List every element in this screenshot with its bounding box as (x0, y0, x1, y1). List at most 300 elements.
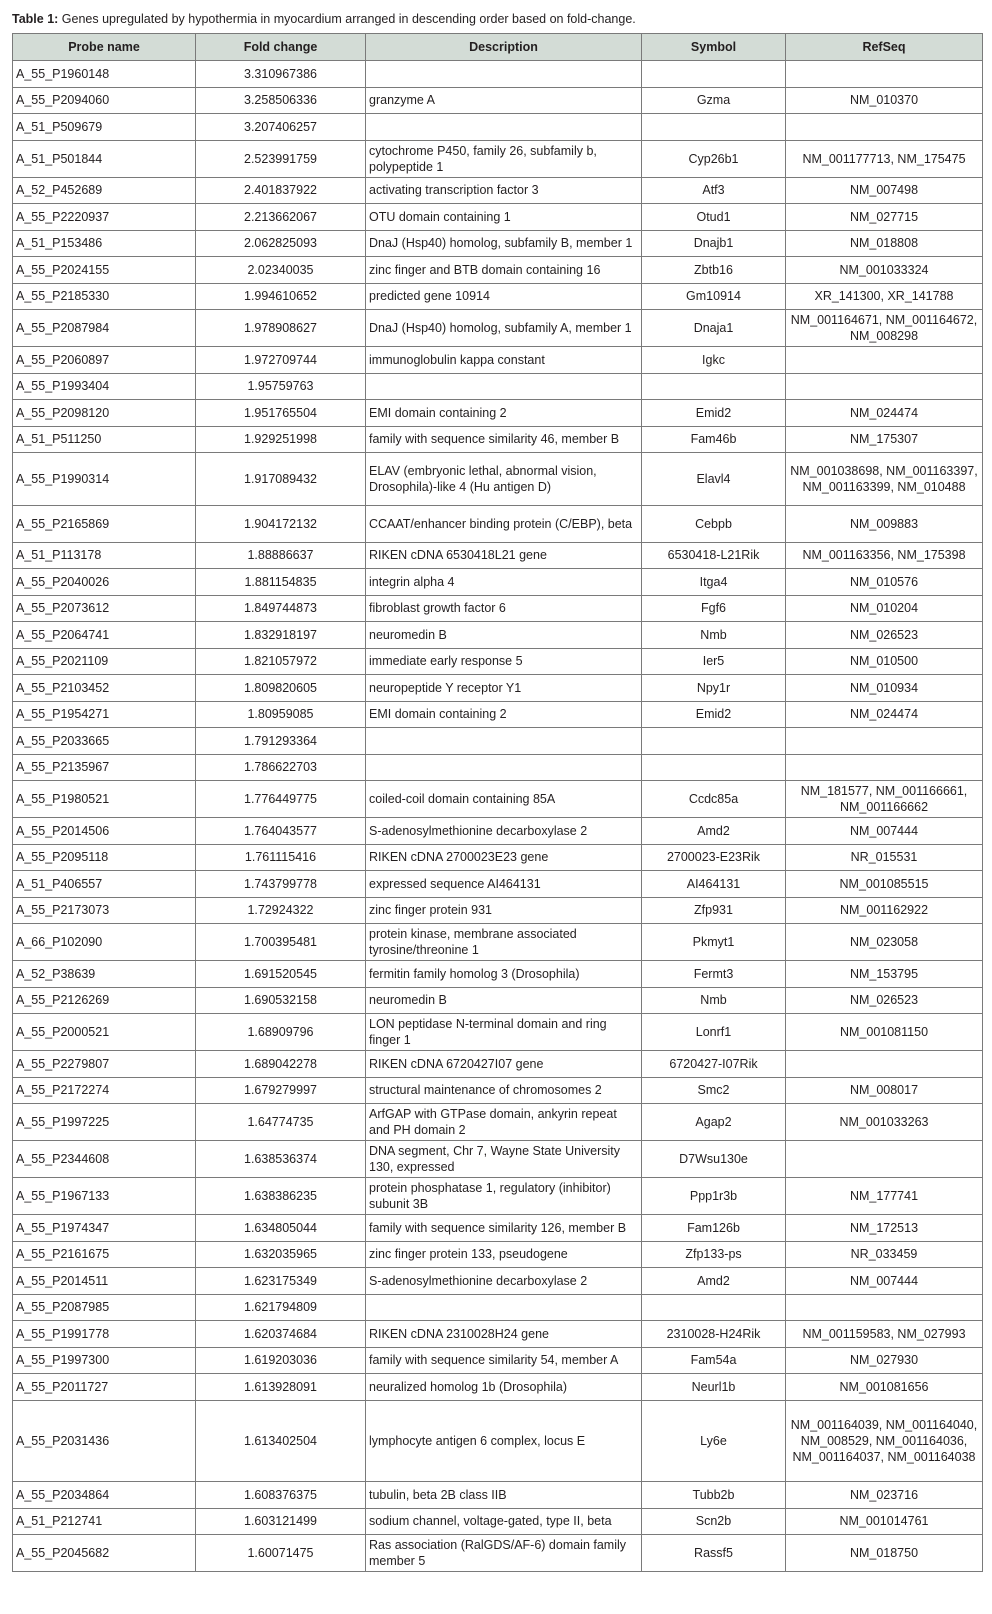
table-row (13, 781, 983, 818)
probe-name-cell: A_55_P2087984 (13, 310, 196, 347)
probe-name-cell: A_55_P1991778 (13, 1321, 196, 1348)
table-row (13, 1374, 983, 1401)
fold-change-cell: 1.623175349 (196, 1268, 366, 1295)
symbol-cell: Gm10914 (642, 283, 786, 310)
fold-change-cell: 1.776449775 (196, 781, 366, 818)
probe-name-cell: A_55_P2135967 (13, 754, 196, 781)
fold-change-cell: 1.809820605 (196, 675, 366, 702)
description-cell: RIKEN cDNA 2310028H24 gene (366, 1321, 642, 1348)
description-cell (366, 373, 642, 400)
fold-change-cell: 1.917089432 (196, 453, 366, 506)
probe-name-cell: A_55_P2033665 (13, 728, 196, 755)
fold-change-cell: 1.761115416 (196, 844, 366, 871)
probe-name-cell: A_55_P1990314 (13, 453, 196, 506)
fold-change-cell: 1.951765504 (196, 400, 366, 427)
refseq-cell: NM_023058 (786, 924, 983, 961)
description-cell: immunoglobulin kappa constant (366, 347, 642, 374)
description-cell: fermitin family homolog 3 (Drosophila) (366, 961, 642, 988)
probe-name-cell: A_55_P2045682 (13, 1535, 196, 1572)
refseq-cell: NM_010500 (786, 648, 983, 675)
probe-name-cell: A_55_P2034864 (13, 1482, 196, 1509)
table-row (13, 400, 983, 427)
refseq-cell: NM_027930 (786, 1347, 983, 1374)
table-row (13, 1482, 983, 1509)
table-row (13, 1321, 983, 1348)
refseq-cell: NM_007498 (786, 177, 983, 204)
symbol-cell (642, 728, 786, 755)
symbol-cell: Dnajb1 (642, 230, 786, 257)
refseq-cell: NM_177741 (786, 1178, 983, 1215)
symbol-cell: Elavl4 (642, 453, 786, 506)
table-row (13, 675, 983, 702)
table-row (13, 569, 983, 596)
description-cell: LON peptidase N-terminal domain and ring finger 1 (366, 1014, 642, 1051)
symbol-cell: Zfp931 (642, 897, 786, 924)
description-cell (366, 754, 642, 781)
symbol-cell (642, 754, 786, 781)
fold-change-cell: 1.764043577 (196, 818, 366, 845)
description-cell (366, 114, 642, 141)
probe-name-cell: A_51_P509679 (13, 114, 196, 141)
description-cell (366, 1294, 642, 1321)
fold-change-cell: 1.613402504 (196, 1400, 366, 1482)
symbol-cell: Nmb (642, 622, 786, 649)
refseq-cell: NM_007444 (786, 818, 983, 845)
description-cell: coiled-coil domain containing 85A (366, 781, 642, 818)
refseq-cell: NM_001163356, NM_175398 (786, 542, 983, 569)
col-header-description: Description (366, 34, 642, 61)
table-row (13, 87, 983, 114)
probe-name-cell: A_55_P2024155 (13, 257, 196, 284)
table-row (13, 1051, 983, 1078)
table-row (13, 453, 983, 506)
table-row (13, 1347, 983, 1374)
refseq-cell: NM_153795 (786, 961, 983, 988)
fold-change-cell: 1.691520545 (196, 961, 366, 988)
probe-name-cell: A_55_P2095118 (13, 844, 196, 871)
table-row (13, 1268, 983, 1295)
symbol-cell (642, 61, 786, 88)
fold-change-cell: 1.613928091 (196, 1374, 366, 1401)
symbol-cell: Nmb (642, 987, 786, 1014)
fold-change-cell: 1.904172132 (196, 505, 366, 542)
table-row (13, 140, 983, 177)
description-cell: neuromedin B (366, 622, 642, 649)
description-cell: EMI domain containing 2 (366, 400, 642, 427)
fold-change-cell: 1.638386235 (196, 1178, 366, 1215)
description-cell: RIKEN cDNA 2700023E23 gene (366, 844, 642, 871)
fold-change-cell: 1.80959085 (196, 701, 366, 728)
fold-change-cell: 3.310967386 (196, 61, 366, 88)
probe-name-cell: A_55_P2185330 (13, 283, 196, 310)
refseq-cell: NM_172513 (786, 1215, 983, 1242)
refseq-cell (786, 373, 983, 400)
refseq-cell: NM_001085515 (786, 871, 983, 898)
symbol-cell: Scn2b (642, 1508, 786, 1535)
symbol-cell: Lonrf1 (642, 1014, 786, 1051)
table-row (13, 177, 983, 204)
symbol-cell: Igkc (642, 347, 786, 374)
symbol-cell (642, 1294, 786, 1321)
refseq-cell: NM_175307 (786, 426, 983, 453)
refseq-cell (786, 61, 983, 88)
refseq-cell: NM_181577, NM_001166661, NM_001166662 (786, 781, 983, 818)
probe-name-cell: A_55_P2064741 (13, 622, 196, 649)
refseq-cell: NM_018808 (786, 230, 983, 257)
symbol-cell: Cyp26b1 (642, 140, 786, 177)
description-cell: cytochrome P450, family 26, subfamily b, polypeptide 1 (366, 140, 642, 177)
genes-table (12, 33, 983, 1572)
description-cell: zinc finger and BTB domain containing 16 (366, 257, 642, 284)
col-header-symbol: Symbol (642, 34, 786, 61)
table-row (13, 347, 983, 374)
fold-change-cell: 1.849744873 (196, 595, 366, 622)
description-cell: predicted gene 10914 (366, 283, 642, 310)
table-row (13, 542, 983, 569)
table-row (13, 310, 983, 347)
description-cell: ArfGAP with GTPase domain, ankyrin repeat and PH domain 2 (366, 1104, 642, 1141)
symbol-cell: 2700023-E23Rik (642, 844, 786, 871)
refseq-cell (786, 1141, 983, 1178)
fold-change-cell: 1.881154835 (196, 569, 366, 596)
fold-change-cell: 1.68909796 (196, 1014, 366, 1051)
symbol-cell: Neurl1b (642, 1374, 786, 1401)
symbol-cell: Ccdc85a (642, 781, 786, 818)
symbol-cell: 6530418-L21Rik (642, 542, 786, 569)
fold-change-cell: 1.690532158 (196, 987, 366, 1014)
table-row (13, 924, 983, 961)
probe-name-cell: A_55_P2021109 (13, 648, 196, 675)
table-row (13, 1141, 983, 1178)
table-row (13, 622, 983, 649)
description-cell: activating transcription factor 3 (366, 177, 642, 204)
description-cell: granzyme A (366, 87, 642, 114)
refseq-cell: NM_001081656 (786, 1374, 983, 1401)
description-cell: S-adenosylmethionine decarboxylase 2 (366, 1268, 642, 1295)
description-cell: RIKEN cDNA 6720427I07 gene (366, 1051, 642, 1078)
refseq-cell (786, 728, 983, 755)
probe-name-cell: A_55_P2094060 (13, 87, 196, 114)
refseq-cell: NM_024474 (786, 400, 983, 427)
fold-change-cell: 1.791293364 (196, 728, 366, 755)
symbol-cell (642, 373, 786, 400)
probe-name-cell: A_66_P102090 (13, 924, 196, 961)
fold-change-cell: 1.603121499 (196, 1508, 366, 1535)
description-cell: family with sequence similarity 126, member B (366, 1215, 642, 1242)
probe-name-cell: A_55_P2172274 (13, 1077, 196, 1104)
description-cell: lymphocyte antigen 6 complex, locus E (366, 1400, 642, 1482)
col-header-fold-change: Fold change (196, 34, 366, 61)
description-cell: tubulin, beta 2B class IIB (366, 1482, 642, 1509)
symbol-cell: Tubb2b (642, 1482, 786, 1509)
refseq-cell: NM_001038698, NM_001163397, NM_001163399, NM_010488 (786, 453, 983, 506)
table-row (13, 961, 983, 988)
refseq-cell: NM_027715 (786, 204, 983, 231)
description-cell: sodium channel, voltage-gated, type II, beta (366, 1508, 642, 1535)
symbol-cell: Otud1 (642, 204, 786, 231)
refseq-cell: NM_001177713, NM_175475 (786, 140, 983, 177)
symbol-cell: Rassf5 (642, 1535, 786, 1572)
symbol-cell: Emid2 (642, 701, 786, 728)
description-cell: CCAAT/enhancer binding protein (C/EBP), beta (366, 505, 642, 542)
symbol-cell: Atf3 (642, 177, 786, 204)
description-cell (366, 61, 642, 88)
refseq-cell: NM_026523 (786, 987, 983, 1014)
refseq-cell: NM_018750 (786, 1535, 983, 1572)
table-row (13, 1294, 983, 1321)
refseq-cell: NM_026523 (786, 622, 983, 649)
probe-name-cell: A_55_P1997225 (13, 1104, 196, 1141)
refseq-cell: NM_001014761 (786, 1508, 983, 1535)
probe-name-cell: A_55_P2173073 (13, 897, 196, 924)
description-cell: neuromedin B (366, 987, 642, 1014)
description-cell: immediate early response 5 (366, 648, 642, 675)
symbol-cell: Gzma (642, 87, 786, 114)
fold-change-cell: 1.786622703 (196, 754, 366, 781)
table-row (13, 595, 983, 622)
table-caption (12, 11, 636, 27)
probe-name-cell: A_55_P1960148 (13, 61, 196, 88)
table-row (13, 114, 983, 141)
symbol-cell: Amd2 (642, 1268, 786, 1295)
probe-name-cell: A_55_P1967133 (13, 1178, 196, 1215)
probe-name-cell: A_55_P2098120 (13, 400, 196, 427)
probe-name-cell: A_55_P2031436 (13, 1400, 196, 1482)
table-row (13, 373, 983, 400)
table-row (13, 257, 983, 284)
probe-name-cell: A_55_P2344608 (13, 1141, 196, 1178)
symbol-cell: Fermt3 (642, 961, 786, 988)
description-cell: RIKEN cDNA 6530418L21 gene (366, 542, 642, 569)
header-row (13, 34, 983, 61)
symbol-cell: AI464131 (642, 871, 786, 898)
fold-change-cell: 2.02340035 (196, 257, 366, 284)
probe-name-cell: A_55_P2279807 (13, 1051, 196, 1078)
symbol-cell: Ly6e (642, 1400, 786, 1482)
fold-change-cell: 1.832918197 (196, 622, 366, 649)
table-row (13, 897, 983, 924)
probe-name-cell: A_51_P511250 (13, 426, 196, 453)
table-row (13, 230, 983, 257)
table-row (13, 1077, 983, 1104)
refseq-cell: NM_010370 (786, 87, 983, 114)
symbol-cell: 2310028-H24Rik (642, 1321, 786, 1348)
table-row (13, 1215, 983, 1242)
refseq-cell (786, 347, 983, 374)
refseq-cell: NM_001033324 (786, 257, 983, 284)
fold-change-cell: 1.621794809 (196, 1294, 366, 1321)
probe-name-cell: A_55_P2014506 (13, 818, 196, 845)
symbol-cell: D7Wsu130e (642, 1141, 786, 1178)
description-cell: expressed sequence AI464131 (366, 871, 642, 898)
symbol-cell: Agap2 (642, 1104, 786, 1141)
fold-change-cell: 2.523991759 (196, 140, 366, 177)
probe-name-cell: A_52_P452689 (13, 177, 196, 204)
symbol-cell: Fam54a (642, 1347, 786, 1374)
symbol-cell: Pkmyt1 (642, 924, 786, 961)
refseq-cell: NM_008017 (786, 1077, 983, 1104)
fold-change-cell: 1.821057972 (196, 648, 366, 675)
probe-name-cell: A_55_P1993404 (13, 373, 196, 400)
probe-name-cell: A_55_P1974347 (13, 1215, 196, 1242)
description-cell (366, 728, 642, 755)
fold-change-cell: 1.994610652 (196, 283, 366, 310)
probe-name-cell: A_55_P2103452 (13, 675, 196, 702)
table-row (13, 505, 983, 542)
refseq-cell: NM_001033263 (786, 1104, 983, 1141)
table-row (13, 1178, 983, 1215)
symbol-cell: Fgf6 (642, 595, 786, 622)
refseq-cell: NM_010204 (786, 595, 983, 622)
probe-name-cell: A_55_P2073612 (13, 595, 196, 622)
fold-change-cell: 1.634805044 (196, 1215, 366, 1242)
table-row (13, 1400, 983, 1482)
fold-change-cell: 1.620374684 (196, 1321, 366, 1348)
refseq-cell (786, 754, 983, 781)
probe-name-cell: A_55_P2040026 (13, 569, 196, 596)
probe-name-cell: A_51_P501844 (13, 140, 196, 177)
caption-label: Table 1: (12, 12, 59, 26)
table-row (13, 1508, 983, 1535)
fold-change-cell: 1.72924322 (196, 897, 366, 924)
col-header-probe-name: Probe name (13, 34, 196, 61)
table-row (13, 818, 983, 845)
table-row (13, 844, 983, 871)
refseq-cell: NM_009883 (786, 505, 983, 542)
symbol-cell: Npy1r (642, 675, 786, 702)
fold-change-cell: 1.64774735 (196, 1104, 366, 1141)
fold-change-cell: 1.978908627 (196, 310, 366, 347)
refseq-cell: NM_023716 (786, 1482, 983, 1509)
symbol-cell: Zfp133-ps (642, 1241, 786, 1268)
probe-name-cell: A_51_P406557 (13, 871, 196, 898)
description-cell: DnaJ (Hsp40) homolog, subfamily B, member 1 (366, 230, 642, 257)
symbol-cell: Ier5 (642, 648, 786, 675)
symbol-cell: Ppp1r3b (642, 1178, 786, 1215)
description-cell: ELAV (embryonic lethal, abnormal vision, Drosophila)-like 4 (Hu antigen D) (366, 453, 642, 506)
symbol-cell: Cebpb (642, 505, 786, 542)
table-row (13, 1104, 983, 1141)
table-row (13, 1535, 983, 1572)
caption-text: Genes upregulated by hypothermia in myocardium arranged in descending order based on fold-change. (58, 12, 636, 26)
table-row (13, 701, 983, 728)
symbol-cell: Zbtb16 (642, 257, 786, 284)
refseq-cell: NM_001159583, NM_027993 (786, 1321, 983, 1348)
probe-name-cell: A_55_P1980521 (13, 781, 196, 818)
fold-change-cell: 1.679279997 (196, 1077, 366, 1104)
probe-name-cell: A_52_P38639 (13, 961, 196, 988)
table-row (13, 648, 983, 675)
fold-change-cell: 2.213662067 (196, 204, 366, 231)
probe-name-cell: A_55_P2000521 (13, 1014, 196, 1051)
fold-change-cell: 3.207406257 (196, 114, 366, 141)
table-row (13, 426, 983, 453)
probe-name-cell: A_51_P113178 (13, 542, 196, 569)
table-body (13, 61, 983, 1572)
symbol-cell: Fam126b (642, 1215, 786, 1242)
refseq-cell: NM_024474 (786, 701, 983, 728)
refseq-cell (786, 1294, 983, 1321)
refseq-cell (786, 1051, 983, 1078)
table-row (13, 728, 983, 755)
description-cell: family with sequence similarity 54, member A (366, 1347, 642, 1374)
symbol-cell: Smc2 (642, 1077, 786, 1104)
refseq-cell: NM_001164671, NM_001164672, NM_008298 (786, 310, 983, 347)
symbol-cell: Emid2 (642, 400, 786, 427)
description-cell: neuropeptide Y receptor Y1 (366, 675, 642, 702)
fold-change-cell: 1.632035965 (196, 1241, 366, 1268)
description-cell: zinc finger protein 133, pseudogene (366, 1241, 642, 1268)
description-cell: OTU domain containing 1 (366, 204, 642, 231)
fold-change-cell: 1.972709744 (196, 347, 366, 374)
symbol-cell: Amd2 (642, 818, 786, 845)
table-row (13, 61, 983, 88)
fold-change-cell: 1.689042278 (196, 1051, 366, 1078)
probe-name-cell: A_51_P153486 (13, 230, 196, 257)
table-row (13, 283, 983, 310)
probe-name-cell: A_55_P2220937 (13, 204, 196, 231)
symbol-cell: Itga4 (642, 569, 786, 596)
description-cell: zinc finger protein 931 (366, 897, 642, 924)
table-header (13, 34, 983, 61)
probe-name-cell: A_55_P2165869 (13, 505, 196, 542)
description-cell: neuralized homolog 1b (Drosophila) (366, 1374, 642, 1401)
table-row (13, 1014, 983, 1051)
symbol-cell (642, 114, 786, 141)
refseq-cell: NR_033459 (786, 1241, 983, 1268)
fold-change-cell: 1.95759763 (196, 373, 366, 400)
probe-name-cell: A_55_P2060897 (13, 347, 196, 374)
refseq-cell: NM_010576 (786, 569, 983, 596)
symbol-cell: Fam46b (642, 426, 786, 453)
description-cell: protein phosphatase 1, regulatory (inhibitor) subunit 3B (366, 1178, 642, 1215)
table-row (13, 204, 983, 231)
table-row (13, 987, 983, 1014)
col-header-refseq: RefSeq (786, 34, 983, 61)
table-row (13, 871, 983, 898)
fold-change-cell: 1.88886637 (196, 542, 366, 569)
probe-name-cell: A_55_P2087985 (13, 1294, 196, 1321)
table-row (13, 1241, 983, 1268)
fold-change-cell: 2.062825093 (196, 230, 366, 257)
table-row (13, 754, 983, 781)
probe-name-cell: A_55_P1954271 (13, 701, 196, 728)
refseq-cell: NM_007444 (786, 1268, 983, 1295)
symbol-cell: 6720427-I07Rik (642, 1051, 786, 1078)
fold-change-cell: 2.401837922 (196, 177, 366, 204)
refseq-cell: NM_001162922 (786, 897, 983, 924)
refseq-cell: XR_141300, XR_141788 (786, 283, 983, 310)
symbol-cell: Dnaja1 (642, 310, 786, 347)
description-cell: structural maintenance of chromosomes 2 (366, 1077, 642, 1104)
fold-change-cell: 1.700395481 (196, 924, 366, 961)
refseq-cell (786, 114, 983, 141)
description-cell: integrin alpha 4 (366, 569, 642, 596)
description-cell: fibroblast growth factor 6 (366, 595, 642, 622)
fold-change-cell: 1.929251998 (196, 426, 366, 453)
fold-change-cell: 3.258506336 (196, 87, 366, 114)
description-cell: DNA segment, Chr 7, Wayne State University 130, expressed (366, 1141, 642, 1178)
fold-change-cell: 1.60071475 (196, 1535, 366, 1572)
description-cell: DnaJ (Hsp40) homolog, subfamily A, member 1 (366, 310, 642, 347)
fold-change-cell: 1.638536374 (196, 1141, 366, 1178)
description-cell: family with sequence similarity 46, member B (366, 426, 642, 453)
refseq-cell: NR_015531 (786, 844, 983, 871)
probe-name-cell: A_51_P212741 (13, 1508, 196, 1535)
description-cell: Ras association (RalGDS/AF-6) domain family member 5 (366, 1535, 642, 1572)
probe-name-cell: A_55_P2014511 (13, 1268, 196, 1295)
fold-change-cell: 1.619203036 (196, 1347, 366, 1374)
